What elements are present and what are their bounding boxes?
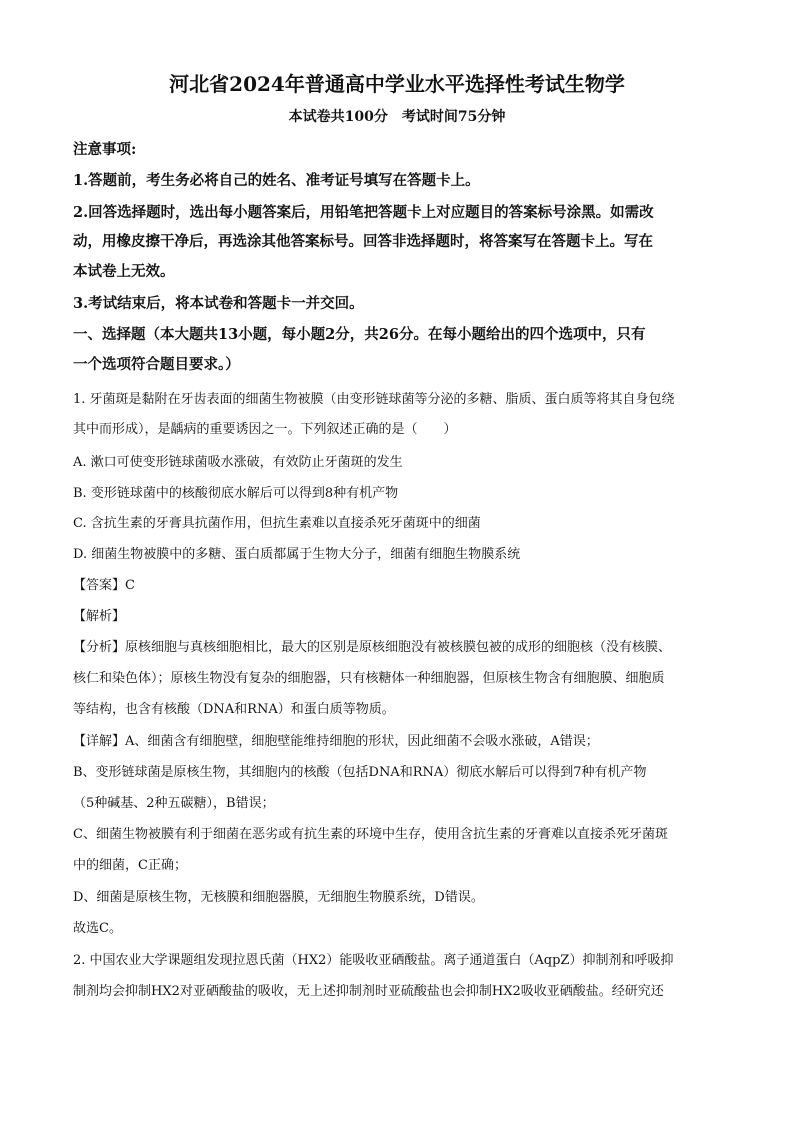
q1-conclusion: 故选C。 <box>73 921 122 936</box>
notice-item-2-line-1: 2.回答选择题时，选出每小题答案后，用铅笔把答题卡上对应题目的答案标号涂黑。如需改 <box>73 204 654 221</box>
q1-detail-line-4: C、细菌生物被膜有利于细菌在恶劣或有抗生素的环境中生存，使用含抗生素的牙膏难以直接杀死牙菌斑 <box>73 827 668 842</box>
section-heading-line-1: 一、选择题（本大题共13小题，每小题2分，共26分。在每小题给出的四个选项中，只有 <box>73 326 646 343</box>
exam-title: 河北省2024年普通高中学业水平选择性考试生物学 <box>169 72 625 96</box>
q1-detail-line-6: D、细菌是原核生物，无核膜和细胞器膜，无细胞生物膜系统，D错误。 <box>73 890 484 905</box>
q1-detail-line-1: 【详解】A、细菌含有细胞壁，细胞壁能维持细胞的形状，因此细菌不会吸水涨破，A错误； <box>73 734 599 749</box>
q1-option-b: B. 变形链球菌中的核酸彻底水解后可以得到8种有机产物 <box>73 486 399 501</box>
q1-answer: 【答案】C <box>73 578 135 593</box>
q2-stem-line-1: 2. 中国农业大学课题组发现拉恩氏菌（HX2）能吸收亚硒酸盐。离子通道蛋白（AqpZ）抑制剂和呼吸抑 <box>73 953 674 968</box>
q1-stem-line-2: 其中而形成），是龋病的重要诱因之一。下列叙述正确的是（ ） <box>73 422 457 437</box>
q2-stem-line-2: 制剂均会抑制HX2对亚硒酸盐的吸收，无上述抑制剂时亚硫酸盐也会抑制HX2吸收亚硒酸盐。经研究还 <box>73 984 664 999</box>
section-heading-line-2: 一个选项符合题目要求。） <box>73 356 240 373</box>
notice-heading: 注意事项: <box>73 141 137 158</box>
q1-detail-line-3: （5种碱基、2种五碳糖），B错误； <box>73 796 275 811</box>
q1-option-a: A. 漱口可使变形链球菌吸水涨破，有效防止牙菌斑的发生 <box>73 455 403 470</box>
q1-jiexi-label: 【解析】 <box>73 609 126 624</box>
q1-analysis-line-1: 【分析】原核细胞与真核细胞相比，最大的区别是原核细胞没有被核膜包被的成形的细胞核（没有核膜、 <box>73 640 672 655</box>
notice-item-2-line-3: 本试卷上无效。 <box>73 263 175 280</box>
notice-item-3: 3.考试结束后，将本试卷和答题卡一并交回。 <box>73 295 364 312</box>
q1-analysis-line-2: 核仁和染色体）；原核生物没有复杂的细胞器，只有核糖体一种细胞器，但原核生物含有细胞膜、细胞质 <box>73 671 665 686</box>
q1-option-d: D. 细菌生物被膜中的多糖、蛋白质都属于生物大分子，细菌有细胞生物膜系统 <box>73 547 521 562</box>
notice-item-2-line-2: 动，用橡皮擦干净后，再选涂其他答案标号。回答非选择题时，将答案写在答题卡上。写在 <box>73 233 653 250</box>
q1-stem-line-1: 1. 牙菌斑是黏附在牙齿表面的细菌生物被膜（由变形链球菌等分泌的多糖、脂质、蛋白质等将其自身包绕 <box>73 392 675 407</box>
notice-item-1: 1.答题前，考生务必将自己的姓名、准考证号填写在答题卡上。 <box>73 172 480 189</box>
q1-detail-line-5: 中的细菌，C正确； <box>73 858 187 873</box>
q1-detail-line-2: B、变形链球菌是原核生物，其细胞内的核酸（包括DNA和RNA）彻底水解后可以得到7种有机产物 <box>73 765 647 780</box>
q1-analysis-line-3: 等结构，也含有核酸（DNA和RNA）和蛋白质等物质。 <box>73 702 395 717</box>
q1-option-c: C. 含抗生素的牙膏具抗菌作用，但抗生素难以直接杀死牙菌斑中的细菌 <box>73 516 481 531</box>
exam-subtitle: 本试卷共100分 考试时间75分钟 <box>288 109 506 125</box>
